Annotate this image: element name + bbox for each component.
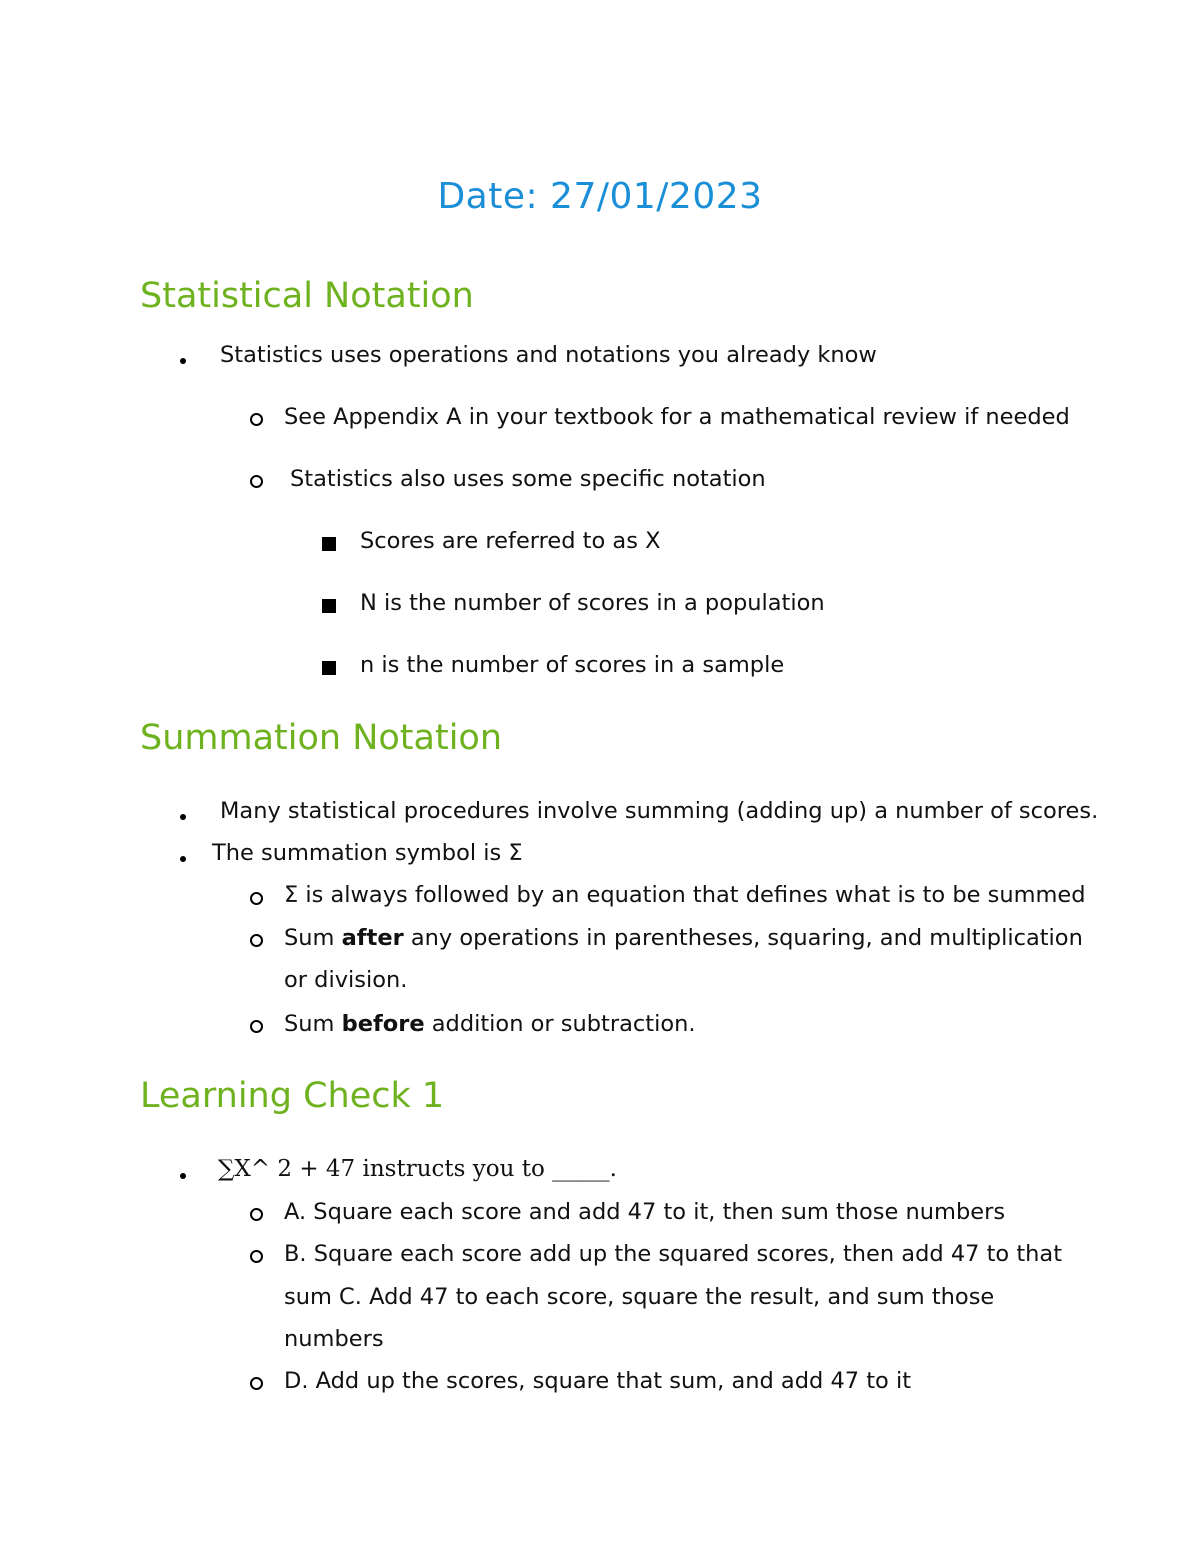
- bullet-circle-icon: [250, 475, 263, 488]
- bullet-circle-icon: [250, 934, 263, 947]
- list-item: Σ is always followed by an equation that defines what is to be summed: [284, 882, 1086, 908]
- bullet-circle-icon: [250, 413, 263, 426]
- list-item: n is the number of scores in a sample: [360, 652, 785, 678]
- list-item-continuation: or division.: [284, 967, 408, 993]
- heading-learning-check: Learning Check 1: [140, 1076, 445, 1116]
- list-item: [284, 925, 1083, 951]
- bullet-circle-icon: [250, 1020, 263, 1033]
- date-line: Date: 27/01/2023: [437, 176, 763, 217]
- bullet-square-icon: [322, 599, 336, 613]
- list-item-text: Sum: [284, 1011, 342, 1037]
- bullet-square-icon: [322, 537, 336, 551]
- bullet-circle-icon: [250, 1208, 263, 1221]
- answer-option-a: A. Square each score and add 47 to it, then sum those numbers: [284, 1199, 1006, 1225]
- list-item: Scores are referred to as X: [360, 528, 661, 554]
- bullet-circle-icon: [250, 892, 263, 905]
- list-item: See Appendix A in your textbook for a mathematical review if needed: [284, 404, 1070, 430]
- bullet-square-icon: [322, 661, 336, 675]
- list-item-text: any operations in parentheses, squaring, and multiplication: [403, 925, 1083, 951]
- bullet-dot-icon: [180, 814, 186, 820]
- heading-statistical-notation: Statistical Notation: [140, 276, 474, 316]
- list-item: N is the number of scores in a population: [360, 590, 825, 616]
- question-text: ∑X^ 2 + 47 instructs you to _____.: [218, 1156, 617, 1182]
- list-item: Statistics uses operations and notations you already know: [220, 342, 877, 368]
- answer-option-b: B. Square each score add up the squared scores, then add 47 to that: [284, 1241, 1063, 1267]
- bullet-circle-icon: [250, 1377, 263, 1390]
- list-item: [284, 1011, 696, 1037]
- bullet-dot-icon: [180, 358, 186, 364]
- heading-summation-notation: Summation Notation: [140, 718, 503, 758]
- list-item: The summation symbol is Σ: [212, 840, 523, 866]
- list-item: Statistics also uses some specific notation: [290, 466, 766, 492]
- answer-option-d: D. Add up the scores, square that sum, and add 47 to it: [284, 1368, 912, 1394]
- emphasis-after: after: [341, 925, 404, 951]
- bullet-circle-icon: [250, 1250, 263, 1263]
- list-item-text: addition or subtraction.: [424, 1011, 696, 1037]
- bullet-dot-icon: [180, 1173, 186, 1179]
- answer-option-b-cont: sum C. Add 47 to each score, square the result, and sum those: [284, 1284, 995, 1310]
- answer-option-b-cont: numbers: [284, 1326, 384, 1352]
- list-item: Many statistical procedures involve summing (adding up) a number of scores.: [220, 798, 1099, 824]
- emphasis-before: before: [341, 1011, 425, 1037]
- list-item-text: Sum: [284, 925, 342, 951]
- bullet-dot-icon: [180, 856, 186, 862]
